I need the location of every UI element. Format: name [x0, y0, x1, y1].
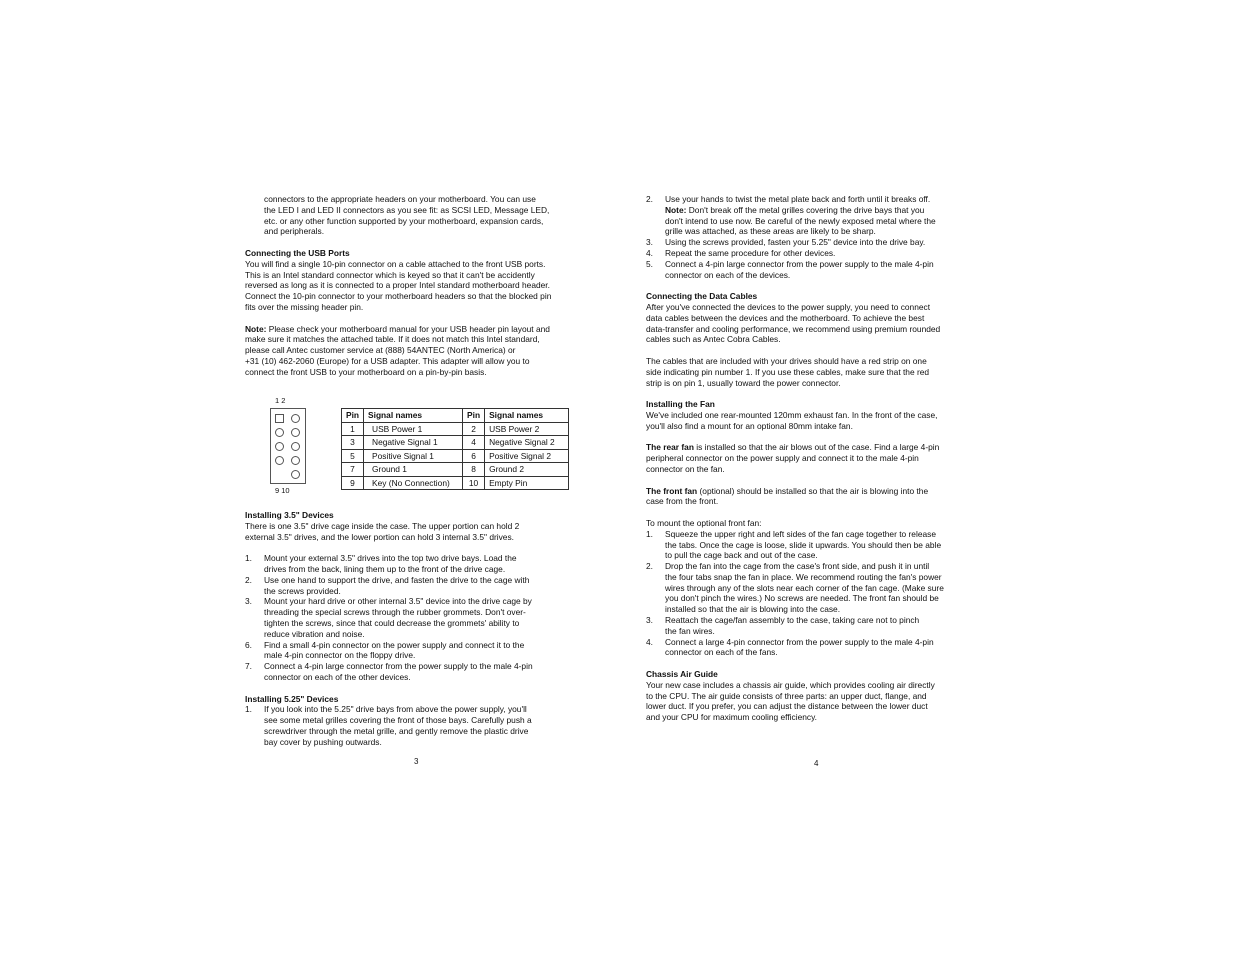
text-line: threading the special screws through the rubber grommets. Don't over- — [264, 607, 526, 618]
text-line: bay cover by pushing outwards. — [264, 736, 382, 747]
text-line: fits over the missing header pin. — [245, 301, 364, 312]
list-number: 3. — [646, 615, 653, 626]
table-header: Signal names — [364, 409, 463, 423]
text-line: We've included one rear-mounted 120mm exhaust fan. In the front of the case, — [646, 409, 938, 420]
list-item — [646, 248, 994, 259]
text-line: tighten the screws, since that could decrease the grommets' ability to — [264, 617, 520, 628]
rear-fan-label: The rear fan — [646, 442, 694, 453]
list-number: 2. — [646, 194, 653, 204]
pin-label-top: 1 2 — [275, 396, 286, 405]
text-line: male 4-pin connector on the floppy drive. — [264, 650, 416, 661]
text-line: connect the front USB to your motherboard on a pin-by-pin basis. — [245, 366, 487, 377]
text-line: data cables between the devices and the motherboard. To achieve the best — [646, 312, 925, 323]
pin-4 — [291, 428, 300, 437]
text-line: To mount the optional front fan: — [646, 517, 762, 528]
list-number: 1. — [245, 553, 252, 564]
pin-6 — [291, 442, 300, 451]
installing-525-heading: Installing 5.25" Devices — [245, 693, 339, 704]
list-item — [245, 596, 590, 639]
text-line: reduce vibration and noise. — [264, 628, 365, 639]
text-line: strip is on pin 1, usually toward the power connector. — [646, 377, 841, 388]
table-cell: 6 — [463, 449, 485, 463]
note-text: Don't break off the metal grilles covering the drive bays that you — [686, 204, 925, 215]
list-number: 4. — [646, 247, 653, 258]
text-line: make sure it matches the attached table. If it does not match this Intel standard, — [245, 334, 540, 345]
text-line: grille was attached, as these areas are likely to be sharp. — [665, 226, 876, 237]
note-label: Note: — [665, 204, 687, 215]
table-cell: 8 — [463, 463, 485, 477]
left-page — [245, 194, 590, 378]
text-line: Find a small 4-pin connector on the power supply and connect it to the — [264, 639, 525, 650]
rear-fan-text: is installed so that the air blows out of the case. Find a large 4-pin — [693, 442, 940, 453]
pin-3 — [275, 428, 284, 437]
text-line: to the CPU. The air guide consists of three parts: an upper duct, flange, and — [646, 690, 927, 701]
text-line: and peripherals. — [264, 226, 325, 237]
list-number: 3. — [245, 596, 252, 607]
text-line: installed so that the air is blowing into the case. — [665, 604, 841, 615]
text-line: Drop the fan into the cage from the case's front side, and push it in until — [665, 561, 930, 572]
text-line: Connect a 4-pin large connector from the power supply to the male 4-pin — [264, 661, 533, 672]
front-fan-label: The front fan — [646, 485, 698, 496]
text-line: Connect the 10-pin connector to your motherboard headers so that the blocked pin — [245, 291, 552, 302]
table-cell: 3 — [342, 436, 364, 450]
text-line: cables such as Antec Cobra Cables. — [646, 334, 781, 345]
text-line: connectors to the appropriate headers on your motherboard. You can use — [264, 194, 536, 204]
text-line: peripheral connector on the power supply and connect it to the male 4-pin — [646, 453, 919, 464]
note-label: Note: — [245, 323, 267, 334]
list-item — [245, 661, 590, 683]
text-line: Repeat the same procedure for other devices. — [665, 247, 836, 258]
text-line: connector on each of the other devices. — [264, 671, 411, 682]
usb-pin-table — [341, 408, 569, 490]
text-line: connector on each of the fans. — [665, 647, 778, 658]
text-line — [665, 205, 994, 216]
table-cell: Empty Pin — [485, 476, 569, 490]
pin-5 — [275, 442, 284, 451]
table-header: Pin — [463, 409, 485, 423]
pin-10 — [291, 470, 300, 479]
list-item — [646, 637, 994, 659]
list-item — [245, 640, 590, 662]
text-line: Mount your external 3.5" drives into the top two drive bays. Load the — [264, 553, 517, 564]
list-item — [646, 194, 994, 237]
table-row — [342, 436, 569, 450]
installing-fan-heading: Installing the Fan — [646, 399, 715, 410]
text-line: to pull the cage back and out of the case. — [665, 550, 818, 561]
text-line: connector on each of the devices. — [665, 269, 791, 280]
text-line: the tabs. Once the cage is loose, slide it upwards. You should then be able — [665, 539, 942, 550]
table-row — [342, 449, 569, 463]
list-number: 1. — [646, 528, 653, 539]
table-cell: Positive Signal 1 — [364, 449, 463, 463]
text-line: you don't pinch the wires.) No screws are needed. The front fan should be — [665, 593, 939, 604]
table-cell: 10 — [463, 476, 485, 490]
list-number: 7. — [245, 661, 252, 672]
usb-note — [245, 324, 590, 378]
text-line — [245, 324, 590, 335]
text-line: don't intend to use now. Be careful of the newly exposed metal where the — [665, 215, 936, 226]
text-line — [646, 442, 994, 453]
data-cables-heading: Connecting the Data Cables — [646, 291, 758, 302]
table-header: Signal names — [485, 409, 569, 423]
list-item — [245, 553, 590, 575]
table-cell: 7 — [342, 463, 364, 477]
text-line: external 3.5" drives, and the lower portion can hold 3 internal 3.5" drives. — [245, 531, 514, 542]
list-number: 2. — [245, 574, 252, 585]
pin-2 — [291, 414, 300, 423]
text-line: The cables that are included with your drives should have a red strip on one — [646, 355, 927, 366]
text-line: Use one hand to support the drive, and fasten the drive to the cage with — [264, 574, 530, 585]
text-line: Connect a large 4-pin connector from the power supply to the male 4-pin — [665, 636, 934, 647]
list-item — [245, 704, 590, 747]
page-number-right: 4 — [814, 759, 819, 768]
usb-header-pin-diagram — [265, 396, 315, 496]
table-cell: Ground 1 — [364, 463, 463, 477]
table-cell: Negative Signal 2 — [485, 436, 569, 450]
table-cell: 4 — [463, 436, 485, 450]
text-line: data-transfer and cooling performance, we recommend using premium rounded — [646, 323, 941, 334]
text-line: Connect a 4-pin large connector from the power supply to the male 4-pin — [665, 258, 934, 269]
list-item — [646, 529, 994, 561]
text-line: you'll also find a mount for an optional 80mm intake fan. — [646, 420, 853, 431]
table-cell: 9 — [342, 476, 364, 490]
page-number-left: 3 — [414, 757, 419, 766]
table-cell: 2 — [463, 422, 485, 436]
table-cell: USB Power 1 — [364, 422, 463, 436]
usb-paragraph — [245, 259, 590, 313]
pin-label-bottom: 9 10 — [275, 486, 290, 495]
table-cell: USB Power 2 — [485, 422, 569, 436]
pin-header-outline — [270, 408, 306, 484]
table-cell: Ground 2 — [485, 463, 569, 477]
usb-heading: Connecting the USB Ports — [245, 247, 350, 258]
text-line: the four tabs snap the fan in place. We recommend routing the fan's power — [665, 571, 942, 582]
list-item — [646, 615, 994, 637]
left-page-lower — [245, 510, 590, 748]
list-item — [245, 575, 590, 597]
list-number: 6. — [245, 639, 252, 650]
text-line: case from the front. — [646, 496, 719, 507]
text-line: If you look into the 5.25" drive bays from above the power supply, you'll — [264, 704, 527, 715]
text-line: etc. or any other function supported by your motherboard, expansion cards, — [264, 215, 544, 226]
pin-1-square — [275, 414, 284, 423]
table-cell: 1 — [342, 422, 364, 436]
right-page — [646, 194, 994, 723]
text-line: drives from the back, lining them up to the front of the drive cage. — [264, 563, 506, 574]
text-line: reversed as long as it is connected to a proper Intel standard motherboard header. — [245, 280, 550, 291]
text-line: screwdriver through the metal grille, and gently remove the plastic drive — [264, 725, 529, 736]
list-number: 2. — [646, 561, 653, 572]
table-cell: Negative Signal 1 — [364, 436, 463, 450]
list-number: 1. — [245, 704, 252, 715]
front-fan-text: (optional) should be installed so that the air is blowing into the — [697, 485, 929, 496]
text-line: wires through any of the slots near each corner of the fan cage. (Make sure — [665, 582, 944, 593]
text-line: This is an Intel standard connector which is keyed so that it can't be accidently — [245, 269, 535, 280]
text-line: side indicating pin number 1. If you use these cables, make sure that the red — [646, 366, 930, 377]
pin-7 — [275, 456, 284, 465]
text-line: You will find a single 10-pin connector on a cable attached to the front USB ports. — [245, 258, 546, 269]
chassis-air-guide-heading: Chassis Air Guide — [646, 669, 718, 680]
text-line: Use your hands to twist the metal plate back and forth until it breaks off. — [665, 194, 931, 204]
table-header: Pin — [342, 409, 364, 423]
text-line: Using the screws provided, fasten your 5.25" device into the drive bay. — [665, 237, 926, 248]
text-line — [646, 486, 994, 497]
table-row — [342, 476, 569, 490]
installing-35-heading: Installing 3.5" Devices — [245, 510, 334, 520]
list-item — [646, 237, 994, 248]
text-line: Reattach the cage/fan assembly to the case, taking care not to pinch — [665, 615, 920, 626]
text-line: please call Antec customer service at (888) 54ANTEC (North America) or — [245, 345, 516, 356]
text-line: Your new case includes a chassis air guide, which provides cooling air directly — [646, 679, 935, 690]
text-line: +31 (10) 462-2060 (Europe) for a USB adapter. This adapter will allow you to — [245, 355, 530, 366]
text-line: see some metal grilles covering the front of those bays. Carefully push a — [264, 715, 532, 726]
table-row — [342, 422, 569, 436]
table-cell: Key (No Connection) — [364, 476, 463, 490]
list-item — [646, 259, 994, 281]
table-cell: Positive Signal 2 — [485, 449, 569, 463]
text-line: and your CPU for maximum cooling efficiency. — [646, 712, 817, 723]
text-line: connector on the fan. — [646, 463, 725, 474]
note-text: Please check your motherboard manual for your USB header pin layout and — [266, 323, 550, 334]
table-row — [342, 463, 569, 477]
table-header-row — [342, 409, 569, 423]
list-item — [646, 561, 994, 615]
text-line: Squeeze the upper right and left sides of the fan cage together to release — [665, 528, 936, 539]
list-number: 5. — [646, 258, 653, 269]
text-line: Mount your hard drive or other internal 3.5" device into the drive cage by — [264, 596, 532, 607]
table-cell: 5 — [342, 449, 364, 463]
pin-8 — [291, 456, 300, 465]
text-line: the screws provided. — [264, 585, 341, 596]
list-number: 3. — [646, 237, 653, 248]
text-line: There is one 3.5" drive cage inside the case. The upper portion can hold 2 — [245, 520, 520, 531]
text-line: the LED I and LED II connectors as you see fit: as SCSI LED, Message LED, — [264, 204, 550, 215]
text-line: the fan wires. — [665, 625, 715, 636]
text-line: lower duct. If you prefer, you can adjust the distance between the lower duct — [646, 701, 928, 712]
intro-paragraph — [245, 194, 590, 237]
text-line: After you've connected the devices to the power supply, you need to connect — [646, 301, 931, 312]
list-number: 4. — [646, 636, 653, 647]
